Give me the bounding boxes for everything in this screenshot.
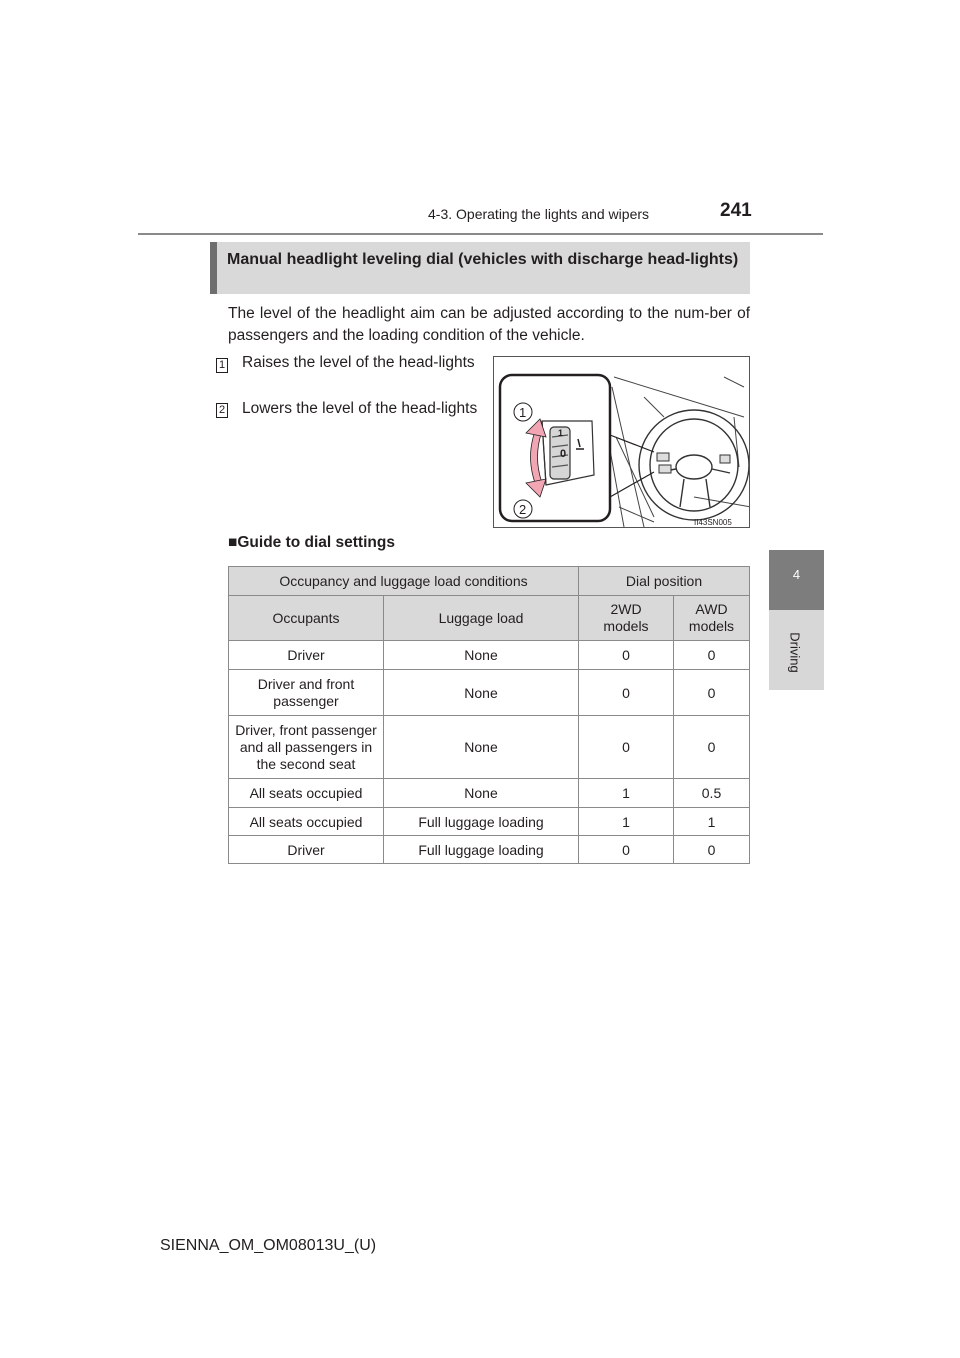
table-row	[229, 808, 750, 836]
cell-2wd: 0	[579, 670, 674, 716]
cell-2wd: 0	[579, 641, 674, 670]
cell-awd: 0	[674, 670, 750, 716]
dashboard-drawing	[494, 357, 750, 528]
intro-paragraph: The level of the headlight aim can be adjusted according to the num-ber of passengers and the loading condition of the vehicle.	[228, 305, 750, 344]
cell-awd: 1	[674, 808, 750, 836]
header-divider	[138, 233, 823, 235]
cell-occupants: Driver	[229, 641, 384, 670]
table-column-header-row	[229, 596, 750, 641]
item-text-lower: Lowers the level of the head-lights	[242, 400, 478, 417]
dashboard-lines	[604, 377, 750, 527]
cell-luggage: Full luggage loading	[384, 808, 579, 836]
table-row	[229, 716, 750, 779]
cell-2wd: 1	[579, 779, 674, 808]
callout-number-2: 2	[519, 502, 527, 517]
group-header-conditions: Occupancy and luggage load conditions	[229, 567, 579, 596]
steering-wheel	[639, 410, 749, 520]
dial-housing	[542, 421, 594, 485]
dial-mark-one: 1	[558, 428, 564, 438]
group-header-dial-position: Dial position	[579, 567, 750, 596]
dial-settings-table	[228, 566, 750, 864]
col-header-2wd: 2WD models	[579, 596, 674, 641]
item-text-raise: Raises the level of the head-lights	[242, 354, 475, 371]
col-header-occupants: Occupants	[229, 596, 384, 641]
item-marker-2: 2	[216, 403, 228, 418]
figure-code: II43SN005	[694, 518, 732, 527]
callout-number-1: 1	[519, 405, 527, 420]
table-row	[229, 836, 750, 864]
table-group-header-row	[229, 567, 750, 596]
cell-luggage: None	[384, 716, 579, 779]
guide-heading: ■Guide to dial settings	[228, 534, 395, 551]
table-row	[229, 779, 750, 808]
page-number: 241	[720, 200, 752, 221]
cell-occupants: Driver, front passenger and all passengers in the second seat	[229, 716, 384, 779]
cell-occupants: All seats occupied	[229, 779, 384, 808]
cell-luggage: Full luggage loading	[384, 836, 579, 864]
cell-awd: 0	[674, 716, 750, 779]
table-row	[229, 641, 750, 670]
chapter-label: Driving	[787, 632, 803, 673]
cell-occupants: All seats occupied	[229, 808, 384, 836]
dial-mark-zero: 0	[560, 448, 567, 460]
cell-awd: 0	[674, 836, 750, 864]
item-marker-1: 1	[216, 358, 228, 373]
document-code-footer: SIENNA_OM_OM08013U_(U)	[160, 1237, 377, 1254]
headlight-dial-illustration	[493, 356, 750, 528]
leader-line-top	[610, 435, 654, 452]
cell-luggage: None	[384, 670, 579, 716]
chapter-number: 4	[792, 567, 801, 582]
cell-luggage: None	[384, 779, 579, 808]
cell-2wd: 1	[579, 808, 674, 836]
table-row	[229, 670, 750, 716]
cell-2wd: 0	[579, 836, 674, 864]
cell-occupants: Driver	[229, 836, 384, 864]
section-title: Manual headlight leveling dial (vehicles with discharge head-lights)	[210, 242, 750, 294]
col-header-luggage: Luggage load	[384, 596, 579, 641]
cell-2wd: 0	[579, 716, 674, 779]
cell-luggage: None	[384, 641, 579, 670]
cell-awd: 0	[674, 641, 750, 670]
cell-occupants: Driver and front passenger	[229, 670, 384, 716]
cell-awd: 0.5	[674, 779, 750, 808]
col-header-awd: AWD models	[674, 596, 750, 641]
section-breadcrumb: 4-3. Operating the lights and wipers	[428, 206, 650, 222]
